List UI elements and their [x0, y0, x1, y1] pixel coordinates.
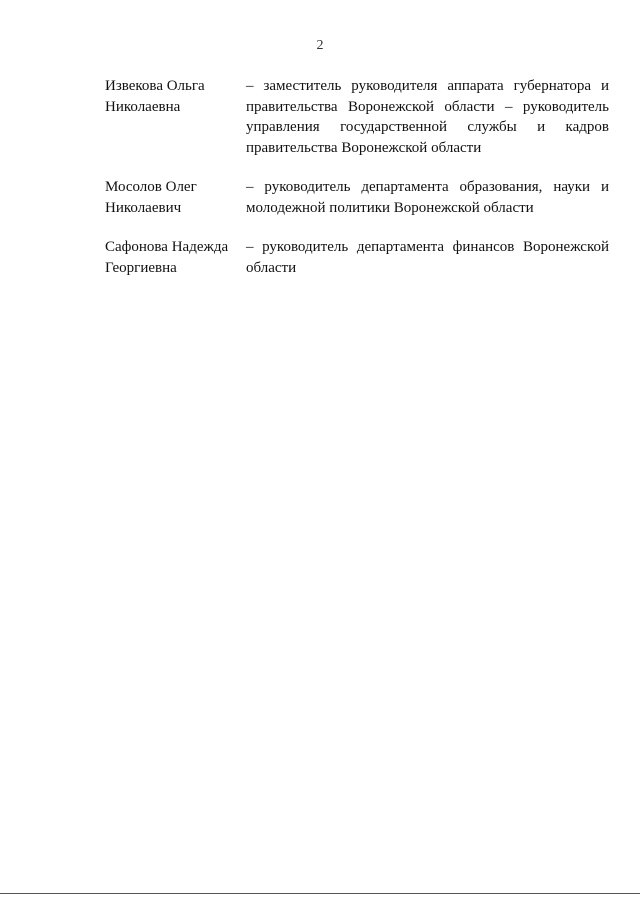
- position-line: управления государственной службы и кадров: [246, 119, 609, 135]
- page-number: 2: [316, 38, 324, 53]
- person-position: [246, 76, 609, 158]
- position-line: молодежной политики Воронежской области: [246, 199, 534, 216]
- position-line: правительства Воронежской области: [246, 139, 482, 156]
- person-name-line: Сафонова Надежда: [105, 239, 229, 255]
- page-bottom-divider: [0, 893, 640, 894]
- position-line: области: [246, 259, 297, 276]
- person-position: [246, 177, 609, 218]
- person-position: [246, 237, 609, 278]
- person-name: [105, 76, 240, 117]
- person-name-line: Николаевич: [105, 199, 182, 216]
- person-name-line: Николаевна: [105, 98, 181, 115]
- position-line: правительства Воронежской области – руководитель: [246, 98, 609, 115]
- person-name-line: Извекова Ольга: [105, 78, 205, 94]
- position-line: – руководитель департамента образования, науки и: [246, 179, 609, 195]
- position-line: – руководитель департамента финансов Воронежской: [246, 239, 609, 255]
- person-name-line: Мосолов Олег: [105, 179, 197, 195]
- position-line: – заместитель руководителя аппарата губернатора и: [246, 78, 609, 94]
- person-name: [105, 177, 240, 218]
- person-name-line: Георгиевна: [105, 259, 177, 276]
- person-name: [105, 237, 240, 278]
